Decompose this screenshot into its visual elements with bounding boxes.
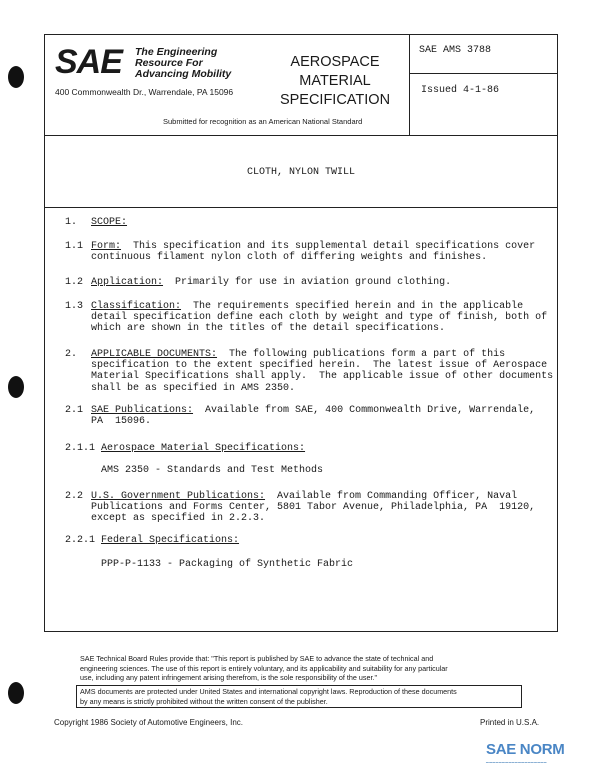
section-text-line: Publications and Forms Center, 5801 Tabor Avenue, Philadelphia, PA 19120, (91, 502, 536, 514)
header-divider-horizontal (409, 73, 557, 74)
section-text: Available from SAE, 400 Commonwealth Drive, Warrendale, (205, 405, 536, 416)
section-number: 2.2.1 (65, 535, 96, 546)
section-text-line: specification to the extent specified herein. The latest issue of Aerospace (91, 360, 548, 372)
section-heading: U.S. Government Publications: (91, 491, 266, 502)
binder-hole-middle (8, 376, 24, 398)
spec-type-title (259, 53, 411, 110)
section-heading: APPLICABLE DOCUMENTS: (91, 349, 218, 360)
section-heading: SAE Publications: (91, 405, 194, 416)
section-text-line: except as specified in 2.2.3. (91, 513, 266, 525)
submitted-note: Submitted for recognition as an American National Standard (163, 117, 363, 126)
section-first-line (101, 559, 353, 570)
section-text: Primarily for use in aviation ground clothing. (175, 277, 452, 288)
section-heading: Application: (91, 277, 164, 288)
section-2-2-1 (101, 535, 239, 546)
section-first-line (101, 465, 323, 476)
section-text-line: continuous filament nylon cloth of differing weights and finishes. (91, 252, 488, 264)
section-first-line (91, 301, 547, 312)
tagline-line-1: The Engineering (135, 46, 218, 58)
section-1-3 (91, 301, 547, 335)
board-rules-line: SAE Technical Board Rules provide that: "This report is published by SAE to advance the state of technical and (80, 654, 434, 663)
section-number: 2.1 (65, 405, 84, 416)
section-text-line: detail specification define each cloth by weight and type of finish, both of (91, 312, 548, 324)
section-first-line (91, 491, 535, 502)
section-heading: Form: (91, 241, 122, 252)
section-number: 1.1 (65, 241, 84, 252)
section-text-line: Material Specifications shall apply. The applicable issue of other documents (91, 371, 554, 383)
board-rules-note (80, 654, 448, 683)
section-first-line (91, 349, 553, 360)
spec-title-line-2: MATERIAL (299, 73, 371, 89)
section-text-line: PA 15096. (91, 416, 152, 428)
document-title-row (45, 135, 557, 208)
sae-logo: SAE (55, 43, 122, 81)
section-text: The requirements specified herein and in the applicable (193, 301, 524, 312)
section-number: 2. (65, 349, 78, 360)
binder-hole-bottom (8, 682, 24, 704)
section-number: 2.2 (65, 491, 84, 502)
section-number: 1.2 (65, 277, 84, 288)
notice-line: by any means is strictly prohibited without the written consent of the publisher. (80, 696, 328, 706)
section-number: 1. (65, 217, 78, 228)
section-first-line (91, 217, 127, 228)
section-first-line (91, 277, 451, 288)
section-text-line: shall be as specified in AMS 2350. (91, 382, 296, 394)
section-text: PPP-P-1133 - Packaging of Synthetic Fabric (101, 559, 354, 570)
section-text: This specification and its supplemental detail specifications cover (133, 241, 536, 252)
section-2-2 (91, 491, 535, 525)
tagline-line-2: Resource For (135, 57, 203, 69)
section-1-2 (91, 277, 451, 288)
binder-hole-top (8, 66, 24, 88)
spec-title-line-3: SPECIFICATION (279, 92, 391, 108)
tagline-line-3: Advancing Mobility (135, 68, 232, 80)
printed-in: Printed in U.S.A. (480, 718, 540, 727)
section-text-line: which are shown in the titles of the detail specifications. (91, 323, 446, 335)
notice-line: AMS documents are protected under United States and international copyright laws. Reproduction of these documents (80, 687, 457, 696)
section-first-line (91, 405, 535, 416)
section-2-1 (91, 405, 535, 427)
copyright-line: Copyright 1986 Society of Automotive Engineers, Inc. (54, 718, 243, 727)
watermark-brand: SAE NORM (486, 741, 565, 758)
section-first-line (91, 241, 535, 252)
section-first-line (101, 443, 305, 454)
board-rules-line: engineering sciences. The use of this report is entirely voluntary, and its applicability and suitability for any particular (80, 663, 448, 673)
section-text: AMS 2350 - Standards and Test Methods (101, 465, 324, 476)
ams-number: SAE AMS 3788 (419, 45, 492, 56)
section-number: 1.3 (65, 301, 84, 312)
section-text: Available from Commanding Officer, Naval (277, 491, 518, 502)
sae-tagline (135, 47, 231, 80)
section-1 (91, 217, 127, 228)
watermark-underline: ━━━━━━━━━━━━━━━━━━━ (486, 760, 547, 765)
section-heading: Aerospace Material Specifications: (101, 443, 306, 454)
document-title: CLOTH, NYLON TWILL (246, 167, 356, 178)
section-first-line (101, 535, 239, 546)
section-text: The following publications form a part of this (229, 349, 506, 360)
document-frame (44, 34, 558, 632)
issued-date: Issued 4-1-86 (421, 85, 500, 96)
section-heading: SCOPE: (91, 217, 128, 228)
document-header (45, 35, 557, 136)
section-heading: Classification: (91, 301, 182, 312)
section-2 (91, 349, 553, 394)
spec-title-line-1: AEROSPACE (290, 54, 380, 70)
section-item (101, 559, 353, 570)
sae-address: 400 Commonwealth Dr., Warrendale, PA 15096 (55, 87, 234, 97)
section-2-1-1 (101, 443, 305, 454)
section-item (101, 465, 323, 476)
copyright-notice-box (76, 685, 522, 708)
board-rules-line: use, including any patent infringement arising therefrom, is the sole responsibility of the user." (80, 673, 377, 682)
section-heading: Federal Specifications: (101, 535, 240, 546)
section-number: 2.1.1 (65, 443, 96, 454)
section-1-1 (91, 241, 535, 263)
